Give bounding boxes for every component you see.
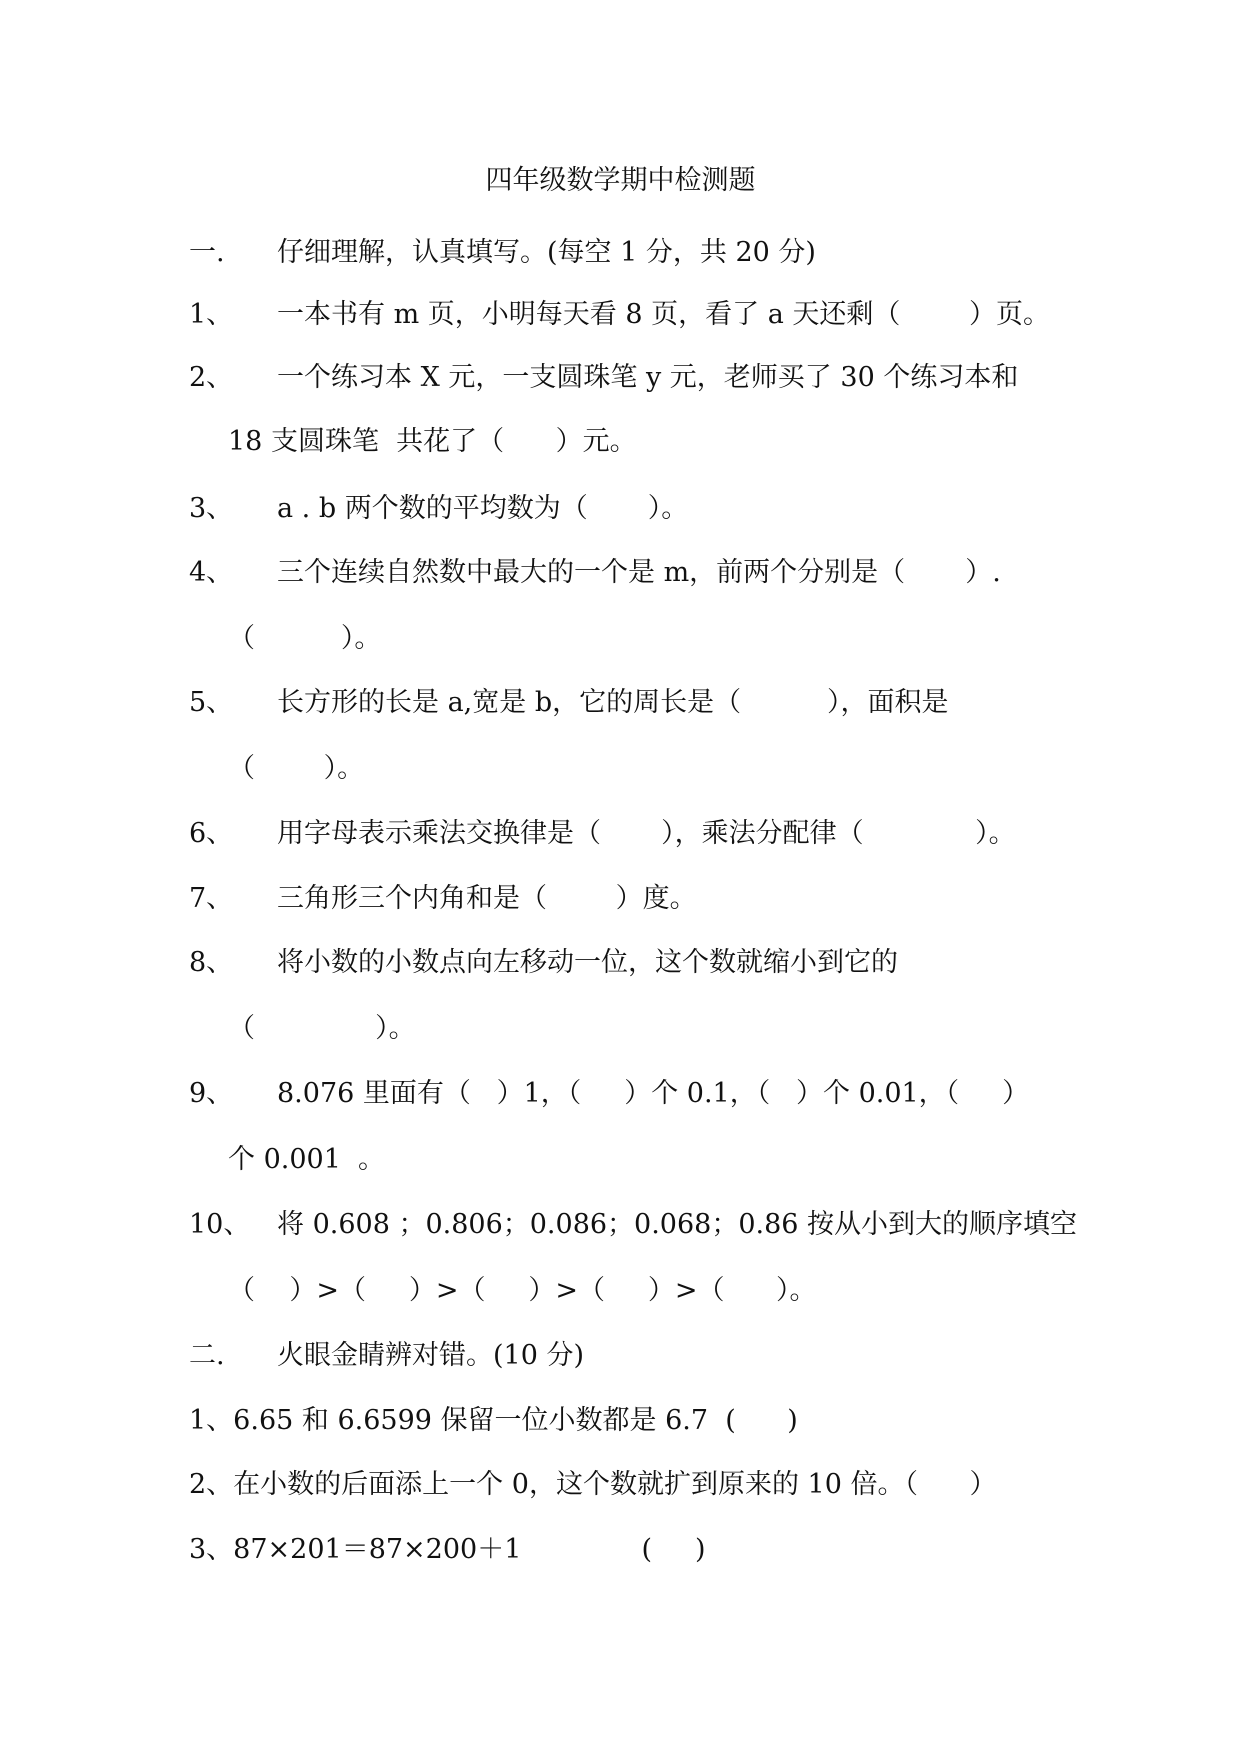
section-2-heading: 火眼金睛辨对错。(10 分) xyxy=(277,1340,585,1371)
question-2-continuation: 18 支圆珠笔 共花了（ ）元。 xyxy=(228,426,637,457)
question-8-number: 8、 xyxy=(189,947,234,978)
question-6-text: 用字母表示乘法交换律是（ ），乘法分配律（ ）。 xyxy=(277,818,1016,849)
question-8-text: 将小数的小数点向左移动一位，这个数就缩小到它的 xyxy=(277,947,898,978)
question-10-continuation: （ ）>（ ）>（ ）>（ ）>（ ）。 xyxy=(228,1275,817,1306)
judgement-3: 3、87×201＝87×200＋1 ( ) xyxy=(189,1534,706,1565)
question-7-text: 三角形三个内角和是（ ）度。 xyxy=(277,883,697,914)
question-10-number: 10、 xyxy=(189,1209,251,1240)
question-2-number: 2、 xyxy=(189,362,234,393)
question-9-continuation: 个 0.001 。 xyxy=(228,1144,386,1175)
question-3-text: a . b 两个数的平均数为（ ）。 xyxy=(277,493,689,524)
question-5-text: 长方形的长是 a,宽是 b，它的周长是（ ），面积是 xyxy=(277,687,949,718)
question-10-text: 将 0.608 ；0.806；0.086；0.068；0.86 按从小到大的顺序填空 xyxy=(277,1209,1078,1240)
question-5-number: 5、 xyxy=(189,687,234,718)
question-1-text: 一本书有 m 页，小明每天看 8 页，看了 a 天还剩（ ）页。 xyxy=(277,299,1051,330)
question-4-text: 三个连续自然数中最大的一个是 m，前两个分别是（ ）. xyxy=(277,557,1001,588)
question-7-number: 7、 xyxy=(189,883,234,914)
section-1-heading: 仔细理解，认真填写。(每空 1 分，共 20 分) xyxy=(277,237,816,268)
section-1-number: 一. xyxy=(189,237,225,268)
question-6-number: 6、 xyxy=(189,818,234,849)
question-9-text: 8.076 里面有（ ）1，（ ）个 0.1，（ ）个 0.01，（ ） xyxy=(277,1078,1030,1109)
question-5-continuation: （ ）。 xyxy=(228,753,365,784)
question-9-number: 9、 xyxy=(189,1078,234,1109)
page-title: 四年级数学期中检测题 xyxy=(485,165,756,196)
section-2-number: 二. xyxy=(189,1340,225,1371)
judgement-2: 2、在小数的后面添上一个 0，这个数就扩到原来的 10 倍。（ ） xyxy=(189,1469,997,1500)
question-4-continuation: （ ）。 xyxy=(228,623,382,654)
question-1-number: 1、 xyxy=(189,299,234,330)
judgement-1: 1、6.65 和 6.6599 保留一位小数都是 6.7 ( ) xyxy=(189,1405,798,1436)
question-2-text: 一个练习本 X 元，一支圆珠笔 y 元，老师买了 30 个练习本和 xyxy=(277,362,1019,393)
question-3-number: 3、 xyxy=(189,493,234,524)
question-8-continuation: （ ）。 xyxy=(228,1013,416,1044)
question-4-number: 4、 xyxy=(189,557,234,588)
